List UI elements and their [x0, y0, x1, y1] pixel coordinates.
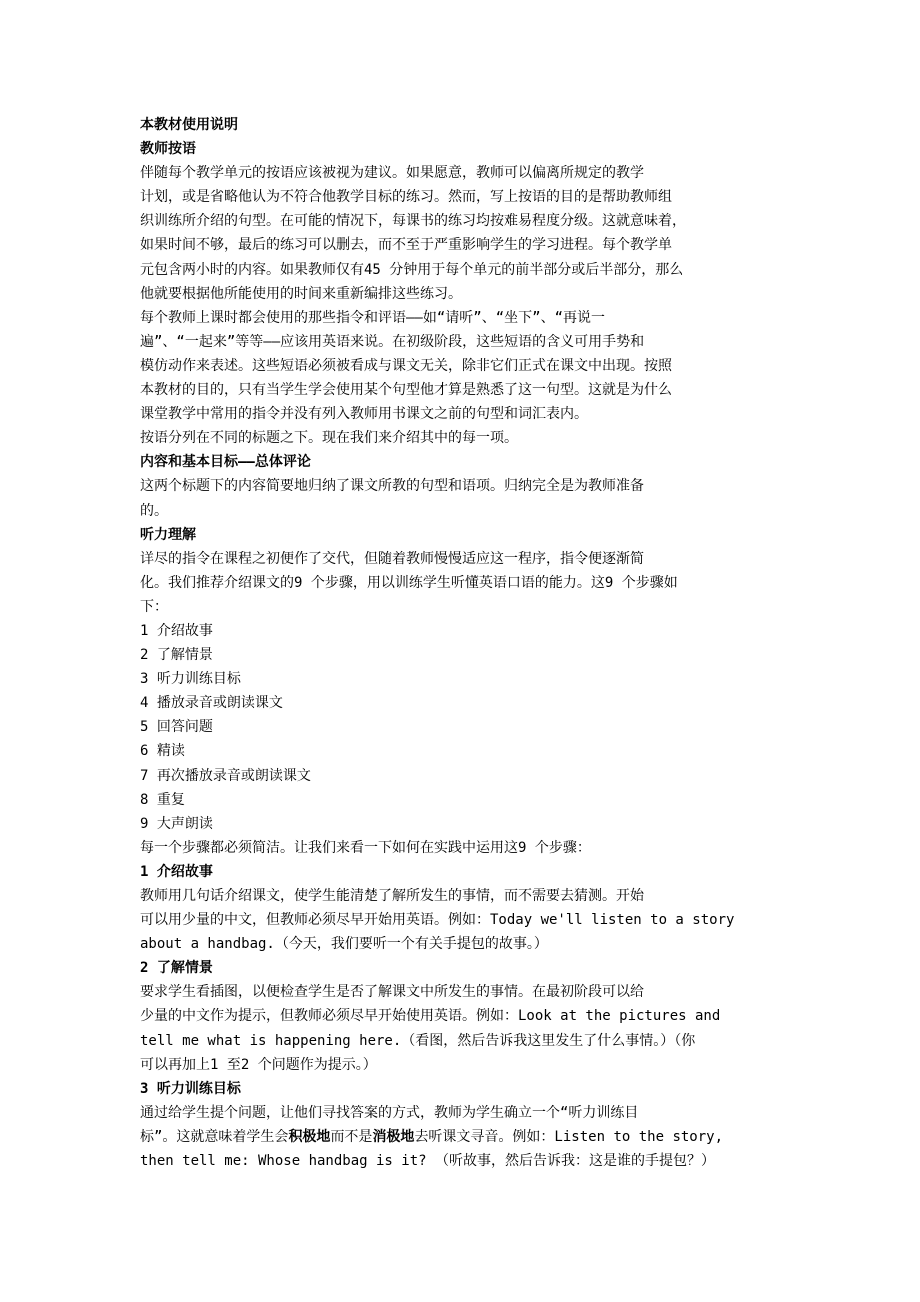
section-heading-content-goals: 内容和基本目标——总体评论 — [140, 454, 311, 471]
paragraph-line: 的。 — [140, 502, 168, 519]
text-run: 而不是 — [330, 1128, 373, 1145]
paragraph-line: 教师用几句话介绍课文，使学生能清楚了解所发生的事情，而不需要去猜测。开始 — [140, 888, 644, 904]
list-item: 3 听力训练目标 — [140, 671, 241, 688]
list-item: 8 重复 — [140, 791, 185, 808]
paragraph-line: 每个教师上课时都会使用的那些指令和评语——如“请听”、“坐下”、“再说一 — [140, 309, 605, 326]
paragraph-line: 下： — [140, 598, 168, 615]
list-item: 2 了解情景 — [140, 647, 213, 664]
list-item: 6 精读 — [140, 743, 185, 760]
paragraph-line: 化。我们推荐介绍课文的9 个步骤，用以训练学生听懂英语口语的能力。这9 个步骤如 — [140, 574, 678, 591]
paragraph-line: about a handbag.（今天，我们要听一个有关手提包的故事。） — [140, 936, 548, 953]
document-page — [140, 113, 780, 1173]
paragraph-line: 织训练所介绍的句型。在可能的情况下，每课书的练习均按难易程度分级。这就意味着， — [140, 213, 686, 230]
paragraph-line: 少量的中文作为提示，但教师必须尽早开始使用英语。例如：Look at the pictures and — [140, 1008, 721, 1025]
steps-intro: 每一个步骤都必须简洁。让我们来看一下如何在实践中运用这9 个步骤： — [140, 839, 591, 856]
paragraph-line: 课堂教学中常用的指令并没有列入教师用书课文之前的句型和词汇表内。 — [140, 406, 588, 423]
list-item: 4 播放录音或朗读课文 — [140, 695, 283, 712]
paragraph-line: 通过给学生提个问题，让他们寻找答案的方式，教师为学生确立一个“听力训练目 — [140, 1104, 639, 1121]
paragraph-line: 要求学生看插图，以便检查学生是否了解课文中所发生的事情。在最初阶段可以给 — [140, 984, 644, 1001]
paragraph-line: then tell me: Whose handbag is it? （听故事，然后告诉我：这是谁的手提包？） — [140, 1153, 716, 1170]
steps-list — [140, 619, 780, 836]
paragraph-line: 可以再加上1 至2 个问题作为提示。） — [140, 1056, 377, 1073]
paragraph — [140, 161, 780, 306]
text-run: 去听课文寻音。例如：Listen to the story, — [414, 1128, 724, 1145]
paragraph — [140, 306, 780, 426]
paragraph-line: 这两个标题下的内容简要地归纳了课文所教的句型和语项。归纳完全是为教师准备 — [140, 478, 644, 495]
list-item: 7 再次播放录音或朗读课文 — [140, 767, 311, 784]
paragraph — [140, 547, 780, 619]
paragraph — [140, 474, 780, 522]
paragraph-line: 可以用少量的中文，但教师必须尽早开始用英语。例如：Today we'll listen to a story — [140, 912, 735, 929]
paragraph-line — [140, 1125, 780, 1149]
paragraph-line: 按语分列在不同的标题之下。现在我们来介绍其中的每一项。 — [140, 430, 518, 447]
emphasis-active: 积极地 — [288, 1128, 331, 1145]
paragraph-line: 模仿动作来表述。这些短语必须被看成与课文无关，除非它们正式在课文中出现。按照 — [140, 357, 672, 374]
list-item: 5 回答问题 — [140, 719, 213, 736]
paragraph-line: 元包含两小时的内容。如果教师仅有45 分钟用于每个单元的前半部分或后半部分，那么 — [140, 261, 684, 278]
list-item: 1 介绍故事 — [140, 622, 213, 639]
paragraph-line: 遍”、“一起来”等等——应该用英语来说。在初级阶段，这些短语的含义可用手势和 — [140, 333, 645, 350]
step-heading-introduce-story: 1 介绍故事 — [140, 863, 213, 880]
paragraph-line: 如果时间不够，最后的练习可以删去，而不至于严重影响学生的学习进程。每个教学单 — [140, 237, 672, 254]
step-heading-understand-situation: 2 了解情景 — [140, 960, 213, 977]
section-heading-listening: 听力理解 — [140, 526, 196, 543]
text-run: 标”。这就意味着学生会 — [140, 1128, 289, 1145]
list-item: 9 大声朗读 — [140, 815, 213, 832]
paragraph-line: 计划，或是省略他认为不符合他教学目标的练习。然而，写上按语的目的是帮助教师组 — [140, 189, 672, 206]
paragraph-line: 他就要根据他所能使用的时间来重新编排这些练习。 — [140, 285, 462, 302]
paragraph-line: 详尽的指令在课程之初便作了交代，但随着教师慢慢适应这一程序，指令便逐渐简 — [140, 550, 644, 567]
document-title: 本教材使用说明 — [140, 117, 238, 133]
paragraph-line: 本教材的目的，只有当学生学会使用某个句型他才算是熟悉了这一句型。这就是为什么 — [140, 382, 672, 399]
paragraph — [140, 426, 780, 450]
section-heading-teacher-notes: 教师按语 — [140, 141, 196, 158]
emphasis-passive: 消极地 — [372, 1128, 415, 1145]
step-heading-listening-goal: 3 听力训练目标 — [140, 1080, 241, 1097]
paragraph-line: tell me what is happening here.（看图，然后告诉我这里发生了什么事情。）（你 — [140, 1032, 696, 1049]
paragraph-line: 伴随每个教学单元的按语应该被视为建议。如果愿意，教师可以偏离所规定的教学 — [140, 165, 644, 182]
